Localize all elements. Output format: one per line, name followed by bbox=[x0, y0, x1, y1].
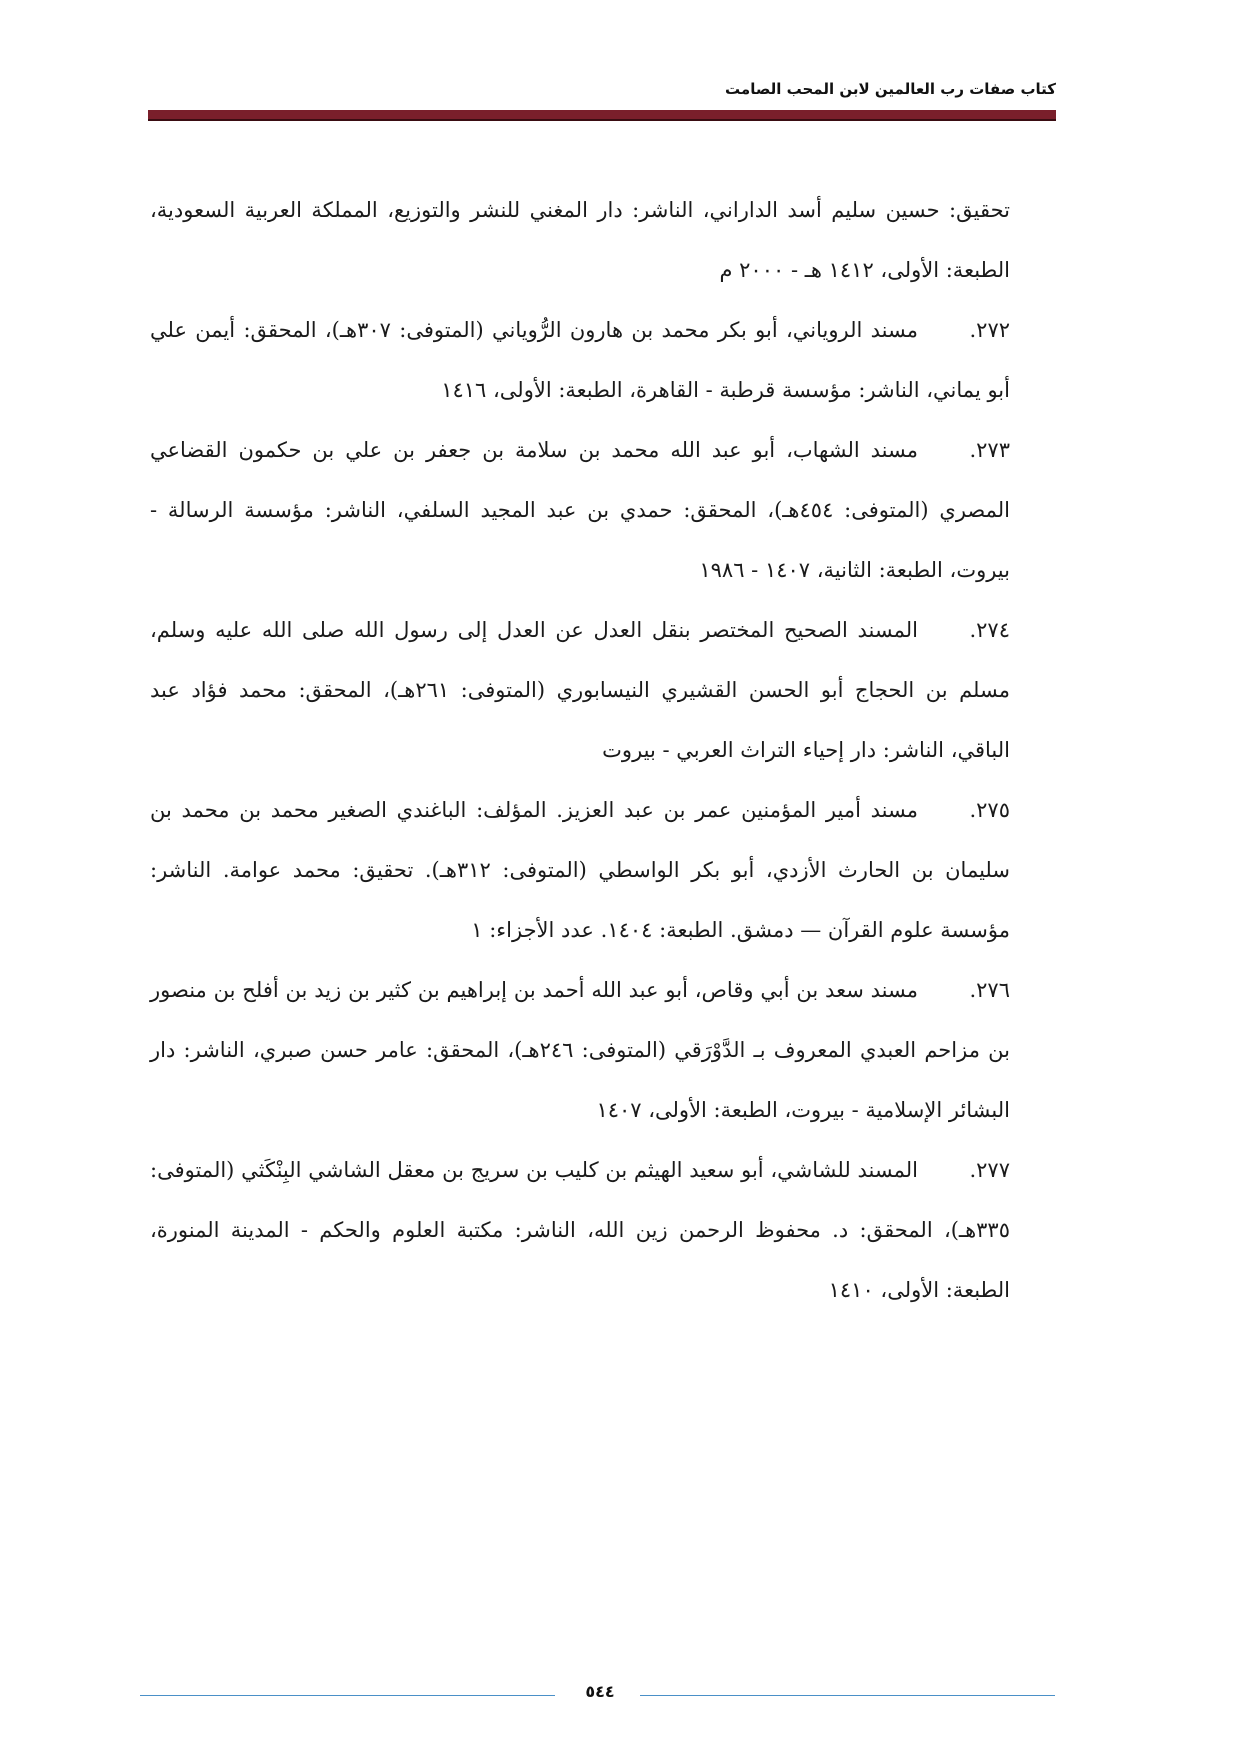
footer-rule-right bbox=[640, 1695, 1055, 1696]
entry-text: المسند للشاشي، أبو سعيد الهيثم بن كليب بن سريج بن معقل الشاشي البِنْكَثي (المتوفى: ٣٣٥هـ)، المحقق: د. محفوظ الرحمن زين الله، الناشر: مكتبة العلوم والحكم - المدينة المنورة، الطبعة: الأولى، ١٤١٠ bbox=[150, 1158, 1010, 1302]
bibliography-content bbox=[150, 180, 1010, 1320]
entry-text: مسند الروياني، أبو بكر محمد بن هارون الرُّوياني (المتوفى: ٣٠٧هـ)، المحقق: أيمن علي أبو يماني، الناشر: مؤسسة قرطبة - القاهرة، الطبعة: الأولى، ١٤١٦ bbox=[150, 318, 1010, 402]
bibliography-entry bbox=[150, 960, 1010, 1140]
bibliography-entry bbox=[150, 300, 1010, 420]
entry-number: ٢٧٧. bbox=[969, 1158, 1010, 1182]
entry-text: مسند الشهاب، أبو عبد الله محمد بن سلامة بن جعفر بن علي بن حكمون القضاعي المصري (المتوفى: ٤٥٤هـ)، المحقق: حمدي بن عبد المجيد السلفي، الناشر: مؤسسة الرسالة - بيروت، الطبعة: الثانية، ١٤٠٧ - ١٩٨٦ bbox=[150, 438, 1010, 582]
footer-rule-left bbox=[140, 1695, 555, 1696]
entry-number: ٢٧٤. bbox=[969, 618, 1010, 642]
page-number: ٥٤٤ bbox=[585, 1682, 615, 1701]
entry-number: ٢٧٦. bbox=[969, 978, 1010, 1002]
running-header: كتاب صفات رب العالمين لابن المحب الصامت bbox=[725, 80, 1056, 98]
header-rule bbox=[148, 110, 1056, 121]
bibliography-entry bbox=[150, 780, 1010, 960]
bibliography-entry bbox=[150, 600, 1010, 780]
entry-text: مسند أمير المؤمنين عمر بن عبد العزيز. المؤلف: الباغندي الصغير محمد بن محمد بن سليمان بن الحارث الأزدي، أبو بكر الواسطي (المتوفى: ٣١٢هـ). تحقيق: محمد عوامة. الناشر: مؤسسة علوم القرآن — دمشق. الطبعة: ١٤٠٤. عدد الأجزاء: ١ bbox=[150, 798, 1010, 942]
entry-number: ٢٧٢. bbox=[969, 318, 1011, 342]
entry-number: ٢٧٣. bbox=[969, 438, 1010, 462]
entry-text: المسند الصحيح المختصر بنقل العدل عن العدل إلى رسول الله صلى الله عليه وسلم، مسلم بن الحجاج أبو الحسن القشيري النيسابوري (المتوفى: ٢٦١هـ)، المحقق: محمد فؤاد عبد الباقي، الناشر: دار إحياء التراث العربي - بيروت bbox=[150, 618, 1010, 762]
bibliography-entry bbox=[150, 420, 1010, 600]
entry-number: ٢٧٥. bbox=[969, 798, 1010, 822]
continued-entry-text: تحقيق: حسين سليم أسد الداراني، الناشر: دار المغني للنشر والتوزيع، المملكة العربية السعودية، الطبعة: الأولى، ١٤١٢ هـ - ٢٠٠٠ م bbox=[150, 198, 1010, 282]
bibliography-entry bbox=[150, 1140, 1010, 1320]
entry-text: مسند سعد بن أبي وقاص، أبو عبد الله أحمد بن إبراهيم بن كثير بن زيد بن أفلح بن منصور بن مزاحم العبدي المعروف بـ الدَّوْرَقي (المتوفى: ٢٤٦هـ)، المحقق: عامر حسن صبري، الناشر: دار البشائر الإسلامية - بيروت، الطبعة: الأولى، ١٤٠٧ bbox=[150, 978, 1010, 1122]
